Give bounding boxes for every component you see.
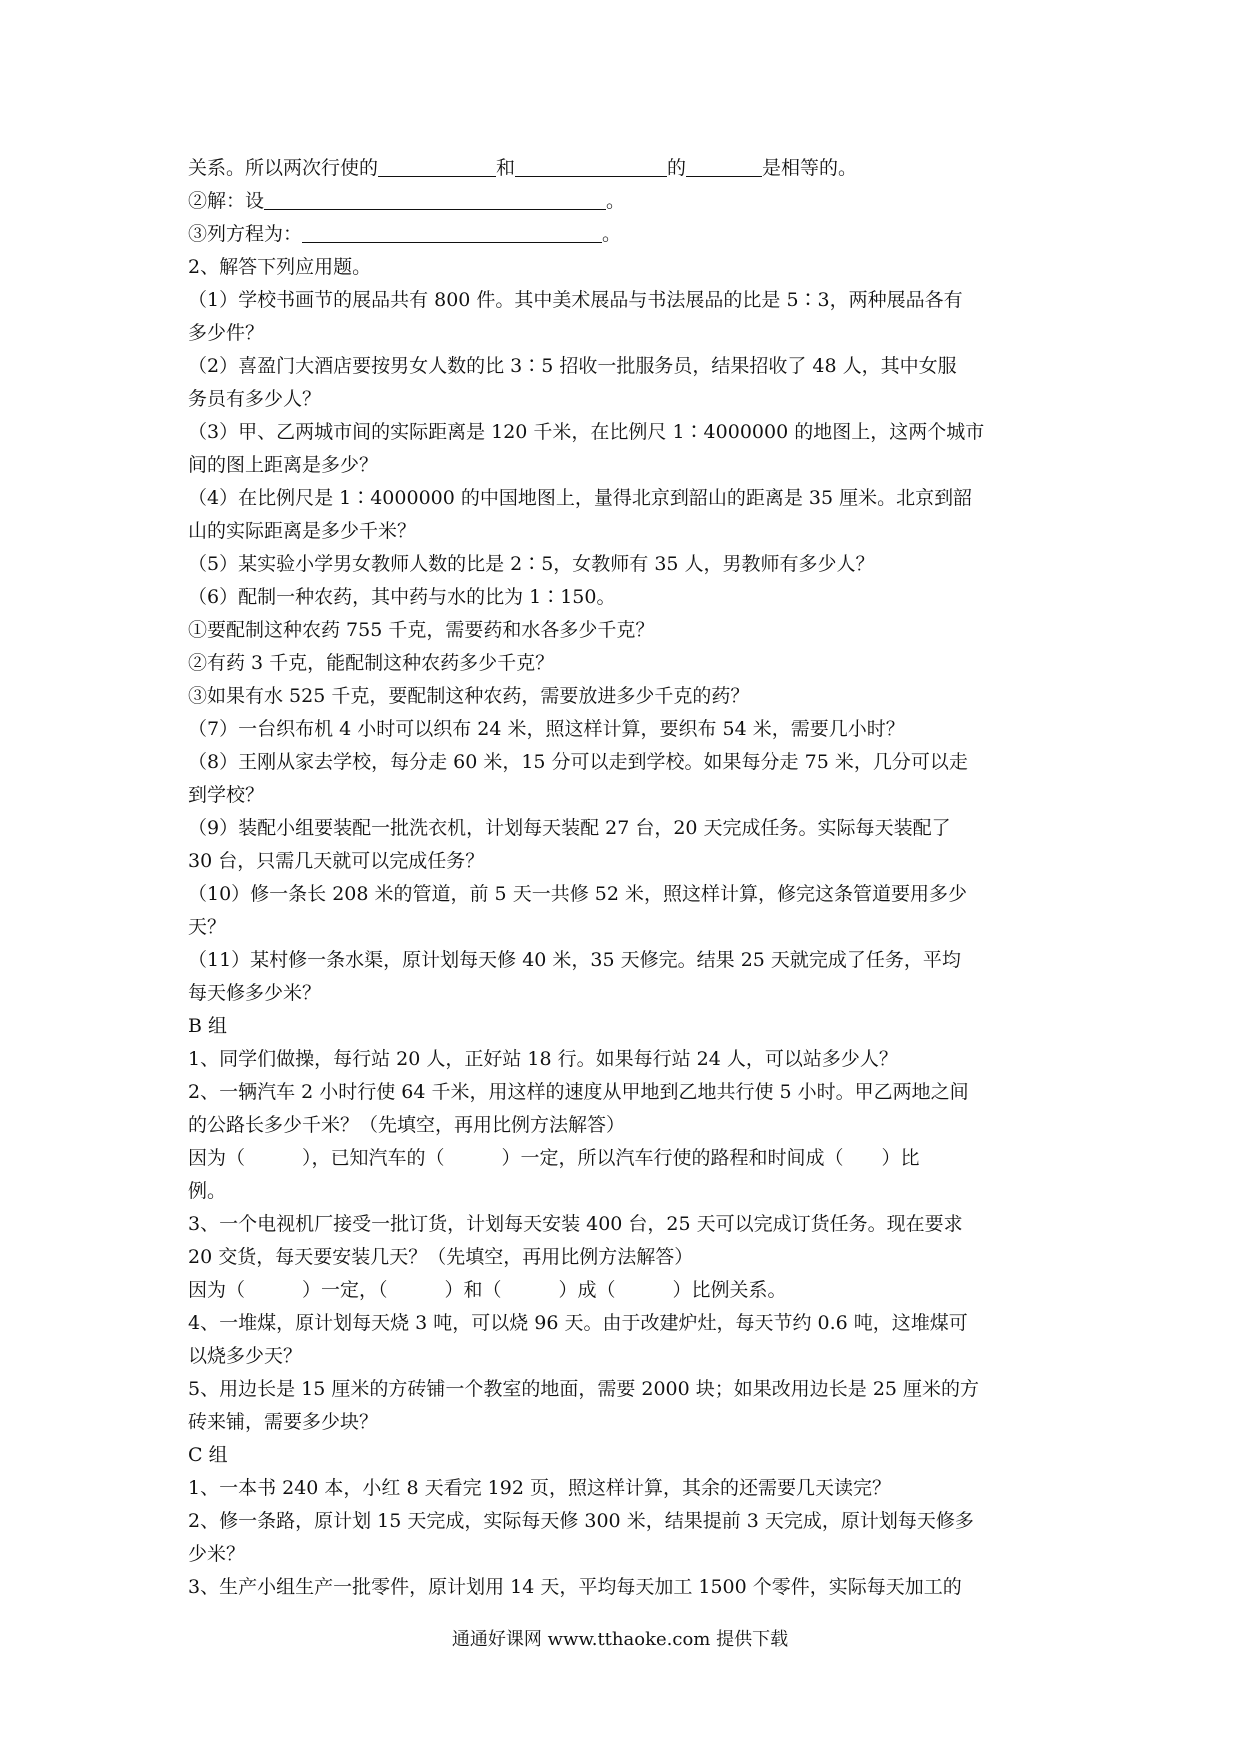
- text-line: 2、解答下列应用题。: [188, 256, 372, 278]
- intro-line-2: [188, 185, 1063, 218]
- text-line: ②有药 3 千克，能配制这种农药多少千克？: [188, 652, 555, 674]
- text-line: 因为（ ），已知汽车的（ ）一定，所以汽车行使的路程和时间成（ ）比: [188, 1147, 920, 1169]
- text-line: 多少件？: [188, 322, 265, 344]
- text-line: ③如果有水 525 千克，要配制这种农药，需要放进多少千克的药？: [188, 685, 750, 707]
- text-line: ①要配制这种农药 755 千克，需要药和水各多少千克？: [188, 619, 655, 641]
- fill-blank: [686, 154, 762, 177]
- text-line: 务员有多少人？: [188, 388, 322, 410]
- intro-text: 关系。所以两次行使的: [188, 157, 379, 179]
- fill-blank: [264, 187, 606, 210]
- text-line: 例。: [188, 1180, 227, 1202]
- fill-blank: [302, 220, 602, 243]
- intro-text: 的: [667, 157, 687, 179]
- text-line: 4、一堆煤，原计划每天烧 3 吨，可以烧 96 天。由于改建炉灶，每天节约 0.6 吨，这堆煤可: [188, 1312, 968, 1334]
- text-line: （9）装配小组要装配一批洗衣机，计划每天装配 27 台，20 天完成任务。实际每天装配了: [188, 817, 951, 839]
- text-line: （1）学校书画节的展品共有 800 件。其中美术展品与书法展品的比是 5∶3，两种展品各有: [188, 289, 963, 311]
- section-heading: B 组: [188, 1015, 228, 1037]
- text-line: （2）喜盈门大酒店要按男女人数的比 3∶5 招收一批服务员，结果招收了 48 人，其中女服: [188, 355, 957, 377]
- text-line: （7）一台织布机 4 小时可以织布 24 米，照这样计算，要织布 54 米，需要几小时？: [188, 718, 905, 740]
- section-heading: C 组: [188, 1444, 228, 1466]
- document-body: [188, 152, 1063, 1604]
- intro-line-1: [188, 152, 1063, 185]
- text-line: 少米？: [188, 1543, 246, 1565]
- text-line: 2、修一条路，原计划 15 天完成，实际每天修 300 米，结果提前 3 天完成，原计划每天修多: [188, 1510, 974, 1532]
- text-line: （3）甲、乙两城市间的实际距离是 120 千米，在比例尺 1∶4000000 的地图上，这两个城市: [188, 421, 985, 443]
- text-line: （11）某村修一条水渠，原计划每天修 40 米，35 天修完。结果 25 天就完成了任务，平均: [188, 949, 961, 971]
- text-line: 1、一本书 240 本，小红 8 天看完 192 页，照这样计算，其余的还需要几天读完？: [188, 1477, 891, 1499]
- text-line: 2、一辆汽车 2 小时行使 64 千米，用这样的速度从甲地到乙地共行使 5 小时。甲乙两地之间: [188, 1081, 969, 1103]
- text-line: （8）王刚从家去学校，每分走 60 米，15 分可以走到学校。如果每分走 75 米，几分可以走: [188, 751, 968, 773]
- text-line: 3、生产小组生产一批零件，原计划用 14 天，平均每天加工 1500 个零件，实际每天加工的: [188, 1576, 962, 1598]
- text-line: 1、同学们做操，每行站 20 人，正好站 18 行。如果每行站 24 人，可以站多少人？: [188, 1048, 898, 1070]
- intro-line-3: [188, 218, 1063, 251]
- text-line: 20 交货，每天要安装几天？（先填空，再用比例方法解答）: [188, 1246, 694, 1268]
- intro-text: 和: [496, 157, 516, 179]
- text-line: 以烧多少天？: [188, 1345, 303, 1367]
- text-line: （5）某实验小学男女教师人数的比是 2∶5，女教师有 35 人，男教师有多少人？: [188, 553, 875, 575]
- intro-text: 是相等的。: [762, 157, 858, 179]
- text-line: （10）修一条长 208 米的管道，前 5 天一共修 52 米，照这样计算，修完这条管道要用多少: [188, 883, 967, 905]
- text-line: 5、用边长是 15 厘米的方砖铺一个教室的地面，需要 2000 块；如果改用边长是 25 厘米的方: [188, 1378, 980, 1400]
- text-line: （6）配制一种农药，其中药与水的比为 1∶150。: [188, 586, 616, 608]
- text-line: 天？: [188, 916, 227, 938]
- text-line: 30 台，只需几天就可以完成任务？: [188, 850, 485, 872]
- text-line: 每天修多少米？: [188, 982, 322, 1004]
- fill-blank: [515, 154, 667, 177]
- text-line: 因为（ ）一定，（ ）和（ ）成（ ）比例关系。: [188, 1279, 787, 1301]
- text-line: 山的实际距离是多少千米？: [188, 520, 417, 542]
- intro-text: 。: [602, 223, 622, 245]
- intro-text: ②解：设: [188, 190, 265, 212]
- text-line: 到学校？: [188, 784, 265, 806]
- text-line: 的公路长多少千米？（先填空，再用比例方法解答）: [188, 1114, 626, 1136]
- page-footer: 通通好课网 www.tthaoke.com 提供下载: [451, 1629, 789, 1650]
- intro-text: 。: [606, 190, 626, 212]
- text-line: 砖来铺，需要多少块？: [188, 1411, 379, 1433]
- text-line: 3、一个电视机厂接受一批订货，计划每天安装 400 台，25 天可以完成订货任务。现在要求: [188, 1213, 963, 1235]
- intro-text: ③列方程为：: [188, 223, 303, 245]
- text-line: 间的图上距离是多少？: [188, 454, 379, 476]
- text-line: （4）在比例尺是 1∶4000000 的中国地图上，量得北京到韶山的距离是 35 厘米。北京到韶: [188, 487, 973, 509]
- fill-blank: [378, 154, 496, 177]
